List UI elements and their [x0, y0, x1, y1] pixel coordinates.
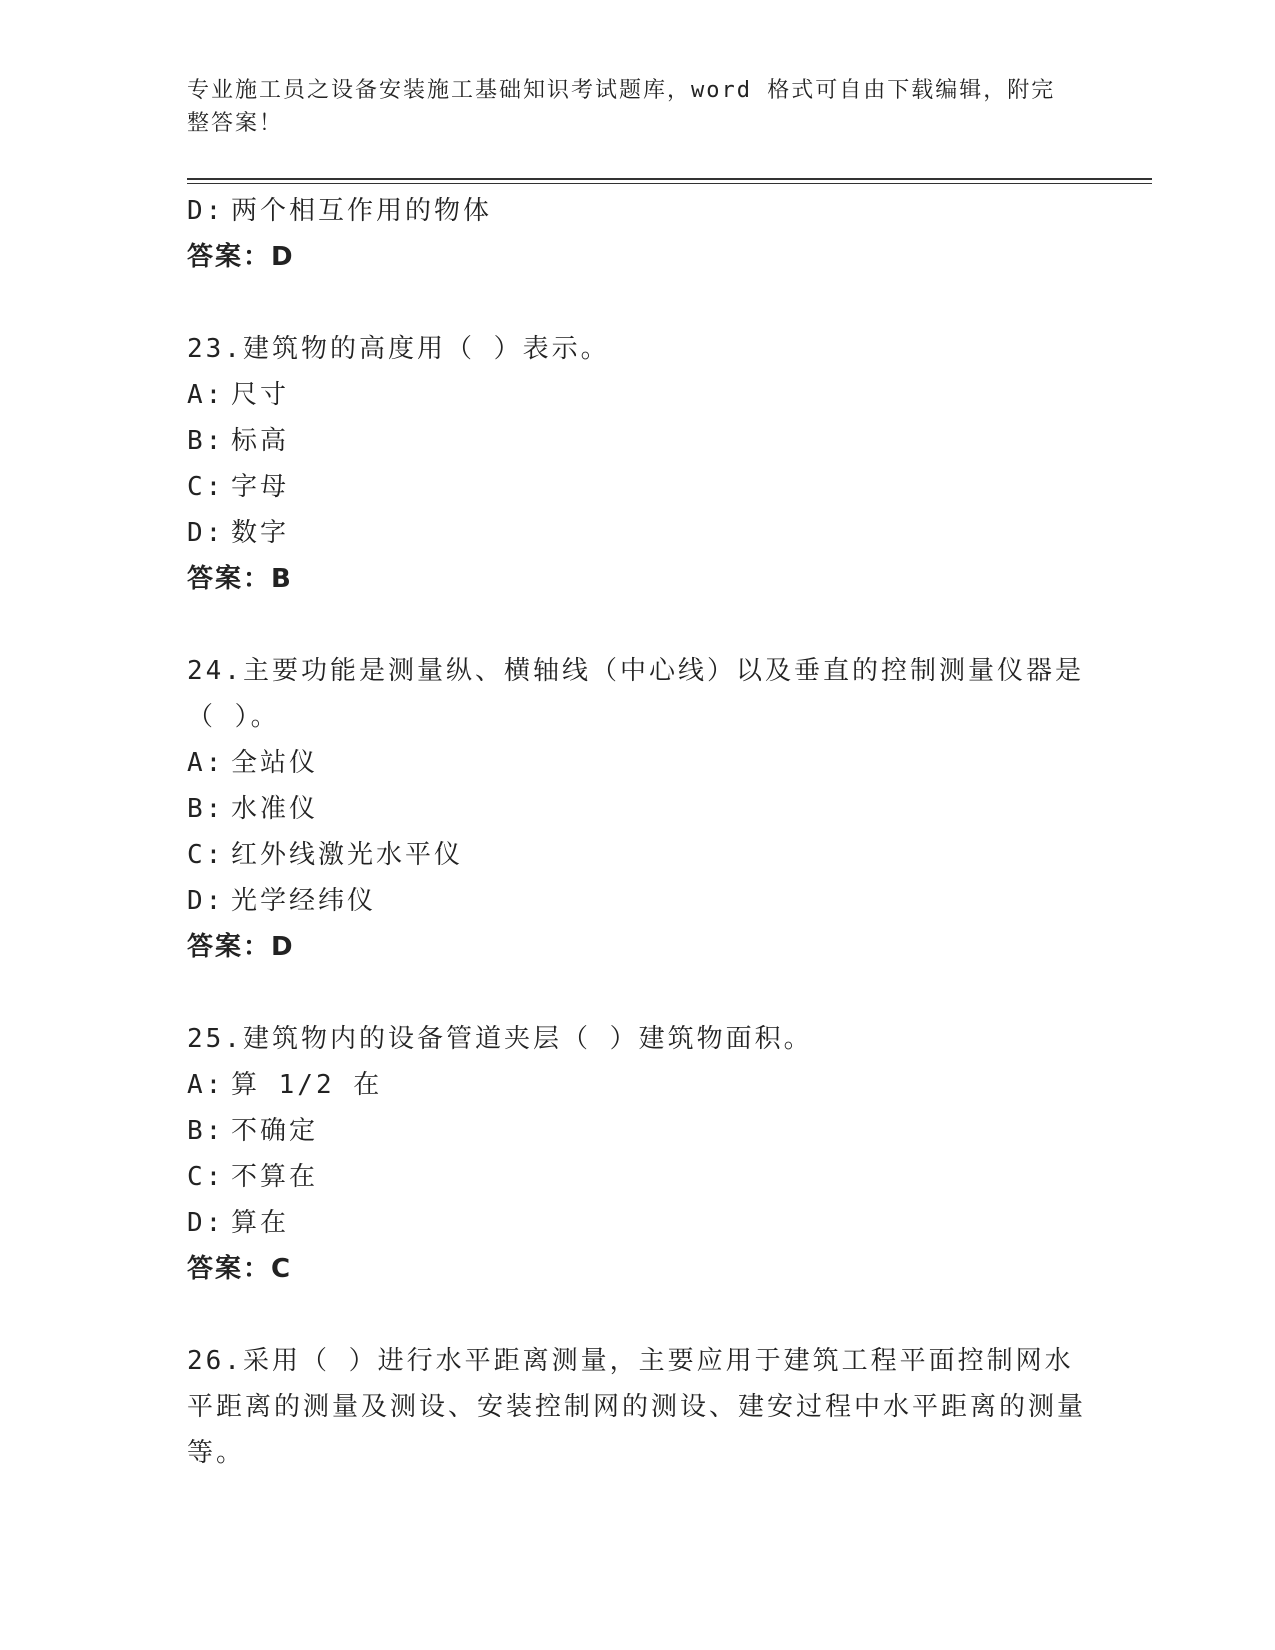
option-text: 红外线激光水平仪 — [231, 840, 464, 870]
option-text: 标高 — [231, 426, 290, 456]
option-text: 尺寸 — [231, 380, 290, 410]
question-24-option-d — [187, 878, 1087, 924]
option-letter: A: — [187, 380, 225, 410]
option-text: 两个相互作用的物体 — [231, 196, 493, 226]
document-header: 专业施工员之设备安装施工基础知识考试题库，word 格式可自由下载编辑，附完整答案！ — [187, 78, 1056, 136]
question-25-option-d — [187, 1200, 1087, 1246]
header-rule-thick — [187, 178, 1152, 180]
question-24-option-c — [187, 832, 1087, 878]
spacer — [187, 280, 1087, 326]
option-text: 数字 — [231, 518, 290, 548]
question-25-answer: 答案：C — [187, 1254, 293, 1284]
option-text: 算 1/2 在 — [231, 1070, 383, 1100]
option-letter: D: — [187, 886, 225, 916]
option-text: 不确定 — [231, 1116, 319, 1146]
option-letter: C: — [187, 472, 225, 502]
option-letter: C: — [187, 1162, 225, 1192]
question-23-option-d — [187, 510, 1087, 556]
question-24-answer: 答案：D — [187, 932, 295, 962]
option-letter: B: — [187, 794, 225, 824]
question-26: 26.采用（ ）进行水平距离测量，主要应用于建筑工程平面控制网水平距离的测量及测设、安装控制网的测设、建安过程中水平距离的测量等。 — [187, 1346, 1087, 1468]
option-letter: B: — [187, 1116, 225, 1146]
question-25: 25.建筑物内的设备管道夹层（ ）建筑物面积。 — [187, 1024, 813, 1054]
option-letter: D: — [187, 1208, 225, 1238]
option-text: 不算在 — [231, 1162, 319, 1192]
option-text: 全站仪 — [231, 748, 319, 778]
question-24: 24.主要功能是测量纵、横轴线（中心线）以及垂直的控制测量仪器是（ ）。 — [187, 656, 1084, 732]
question-23-answer: 答案：B — [187, 564, 293, 594]
option-letter: C: — [187, 840, 225, 870]
option-text: 水准仪 — [231, 794, 319, 824]
option-text: 算在 — [231, 1208, 290, 1238]
question-23-option-c — [187, 464, 1087, 510]
option-letter: A: — [187, 748, 225, 778]
question-23-option-b — [187, 418, 1087, 464]
header-rule-thin — [187, 183, 1152, 184]
option-letter: A: — [187, 1070, 225, 1100]
question-25-option-c — [187, 1154, 1087, 1200]
document-content — [187, 188, 1087, 1476]
option-d-carryover — [187, 188, 1087, 234]
option-letter: B: — [187, 426, 225, 456]
question-24-option-a — [187, 740, 1087, 786]
spacer — [187, 1292, 1087, 1338]
option-letter: D: — [187, 196, 225, 226]
answer-carryover: 答案：D — [187, 242, 295, 272]
question-24-option-b — [187, 786, 1087, 832]
option-letter: D: — [187, 518, 225, 548]
option-text: 光学经纬仪 — [231, 886, 377, 916]
question-23-option-a — [187, 372, 1087, 418]
question-25-option-a — [187, 1062, 1087, 1108]
spacer — [187, 970, 1087, 1016]
option-text: 字母 — [231, 472, 290, 502]
question-25-option-b — [187, 1108, 1087, 1154]
question-23: 23.建筑物的高度用（ ）表示。 — [187, 334, 610, 364]
spacer — [187, 602, 1087, 648]
